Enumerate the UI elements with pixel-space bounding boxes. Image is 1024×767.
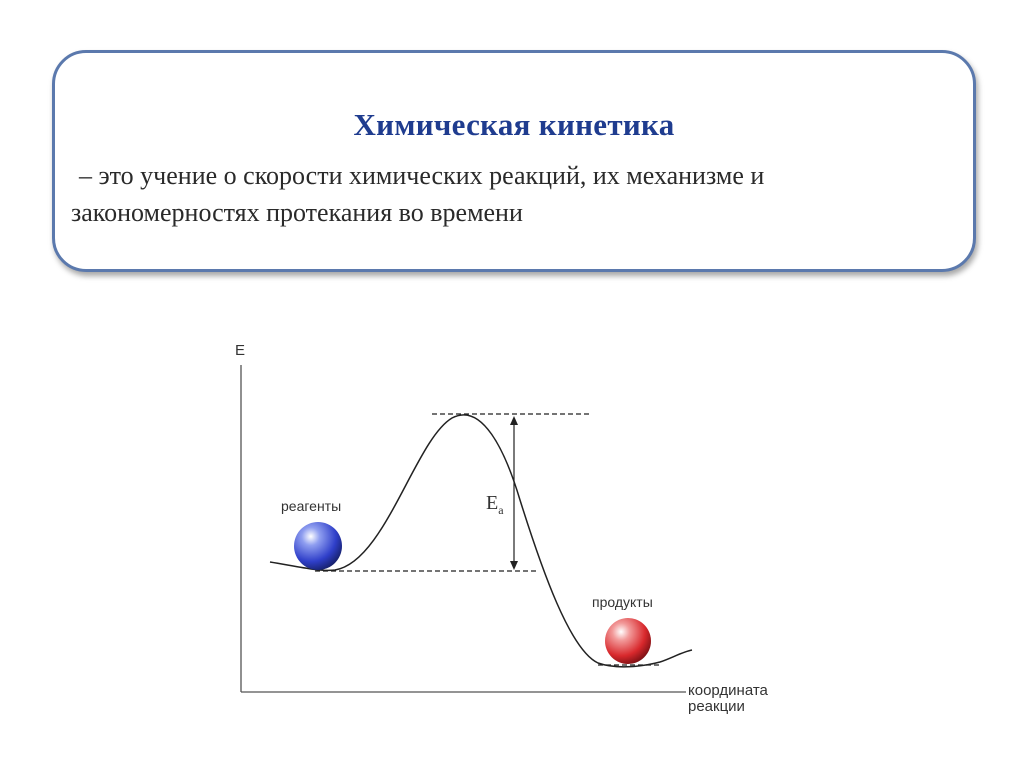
activation-energy-subscript: a bbox=[498, 503, 504, 517]
energy-diagram bbox=[220, 330, 780, 750]
definition-box bbox=[52, 50, 976, 272]
x-axis-label-line2: реакции bbox=[688, 698, 745, 715]
x-axis-label-line1: координата bbox=[688, 682, 768, 699]
y-axis-label: E bbox=[235, 342, 246, 359]
arrow-head-bottom bbox=[510, 561, 518, 570]
activation-energy-symbol: E bbox=[486, 492, 499, 514]
reactant-ball bbox=[294, 522, 342, 570]
slide-title: Химическая кинетика bbox=[353, 107, 675, 142]
definition-text: – это учение о скорости химических реакций, их механизме и закономерностях протекания во времени bbox=[71, 161, 765, 227]
reactants-label: реагенты bbox=[281, 498, 342, 514]
activation-energy-label bbox=[486, 492, 504, 517]
arrow-head-top bbox=[510, 416, 518, 425]
product-ball bbox=[605, 618, 651, 664]
products-label: продукты bbox=[592, 594, 653, 610]
